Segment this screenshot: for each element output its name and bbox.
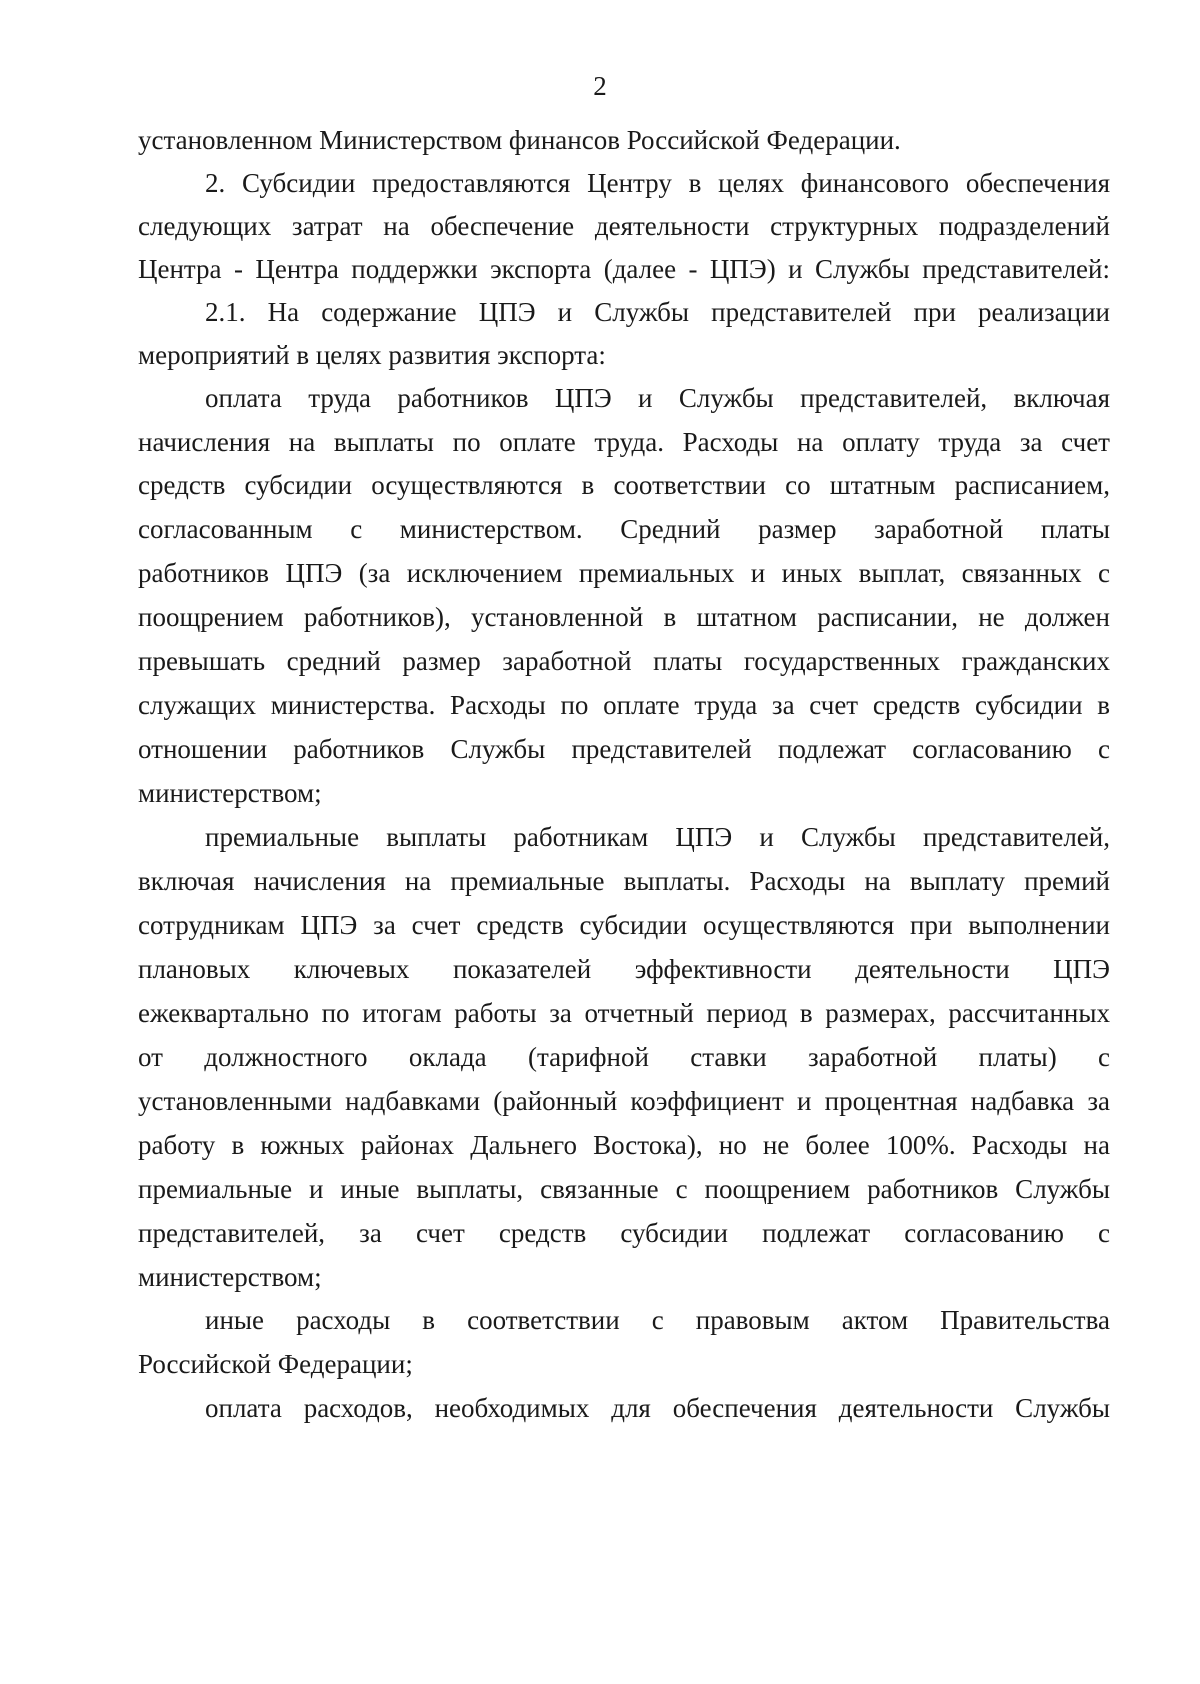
- text-line: поощрением работников), установленной в штатном расписании, не должен: [138, 602, 1110, 632]
- text-line: представителей, за счет средств субсидии подлежат согласованию с: [138, 1218, 1110, 1248]
- text-line: работников ЦПЭ (за исключением премиальных и иных выплат, связанных с: [138, 558, 1110, 588]
- text-line: министерством;: [138, 778, 322, 808]
- text-line: оплата труда работников ЦПЭ и Службы представителей, включая: [205, 383, 1110, 413]
- text-line: ежеквартально по итогам работы за отчетный период в размерах, рассчитанных: [138, 998, 1110, 1028]
- text-line: следующих затрат на обеспечение деятельности структурных подразделений: [138, 211, 1110, 241]
- text-line: от должностного оклада (тарифной ставки заработной платы) с: [138, 1042, 1110, 1072]
- page-number: 2: [593, 71, 607, 101]
- text-line: работу в южных районах Дальнего Востока), но не более 100%. Расходы на: [138, 1130, 1110, 1160]
- text-line: Центра - Центра поддержки экспорта (далее - ЦПЭ) и Службы представителей:: [138, 254, 1110, 284]
- text-line: установленном Министерством финансов Российской Федерации.: [138, 125, 901, 155]
- text-line: согласованным с министерством. Средний размер заработной платы: [138, 514, 1110, 544]
- text-line: включая начисления на премиальные выплаты. Расходы на выплату премий: [138, 866, 1110, 896]
- text-line: начисления на выплаты по оплате труда. Расходы на оплату труда за счет: [138, 427, 1110, 457]
- text-line: отношении работников Службы представителей подлежат согласованию с: [138, 734, 1110, 764]
- text-line: служащих министерства. Расходы по оплате труда за счет средств субсидии в: [138, 690, 1110, 720]
- text-line: премиальные выплаты работникам ЦПЭ и Службы представителей,: [205, 822, 1110, 852]
- text-line: мероприятий в целях развития экспорта:: [138, 340, 606, 370]
- text-line: 2. Субсидии предоставляются Центру в целях финансового обеспечения: [205, 168, 1110, 198]
- text-line: средств субсидии осуществляются в соответствии со штатным расписанием,: [138, 470, 1110, 500]
- text-line: превышать средний размер заработной платы государственных гражданских: [138, 646, 1110, 676]
- text-line: установленными надбавками (районный коэффициент и процентная надбавка за: [138, 1086, 1110, 1116]
- text-line: иные расходы в соответствии с правовым актом Правительства: [205, 1305, 1110, 1335]
- text-line: премиальные и иные выплаты, связанные с поощрением работников Службы: [138, 1174, 1110, 1204]
- text-line: плановых ключевых показателей эффективности деятельности ЦПЭ: [138, 954, 1110, 984]
- text-line: оплата расходов, необходимых для обеспечения деятельности Службы: [205, 1393, 1110, 1423]
- text-line: 2.1. На содержание ЦПЭ и Службы представителей при реализации: [205, 297, 1110, 327]
- text-line: Российской Федерации;: [138, 1349, 413, 1379]
- text-line: министерством;: [138, 1262, 322, 1292]
- text-line: сотрудникам ЦПЭ за счет средств субсидии осуществляются при выполнении: [138, 910, 1110, 940]
